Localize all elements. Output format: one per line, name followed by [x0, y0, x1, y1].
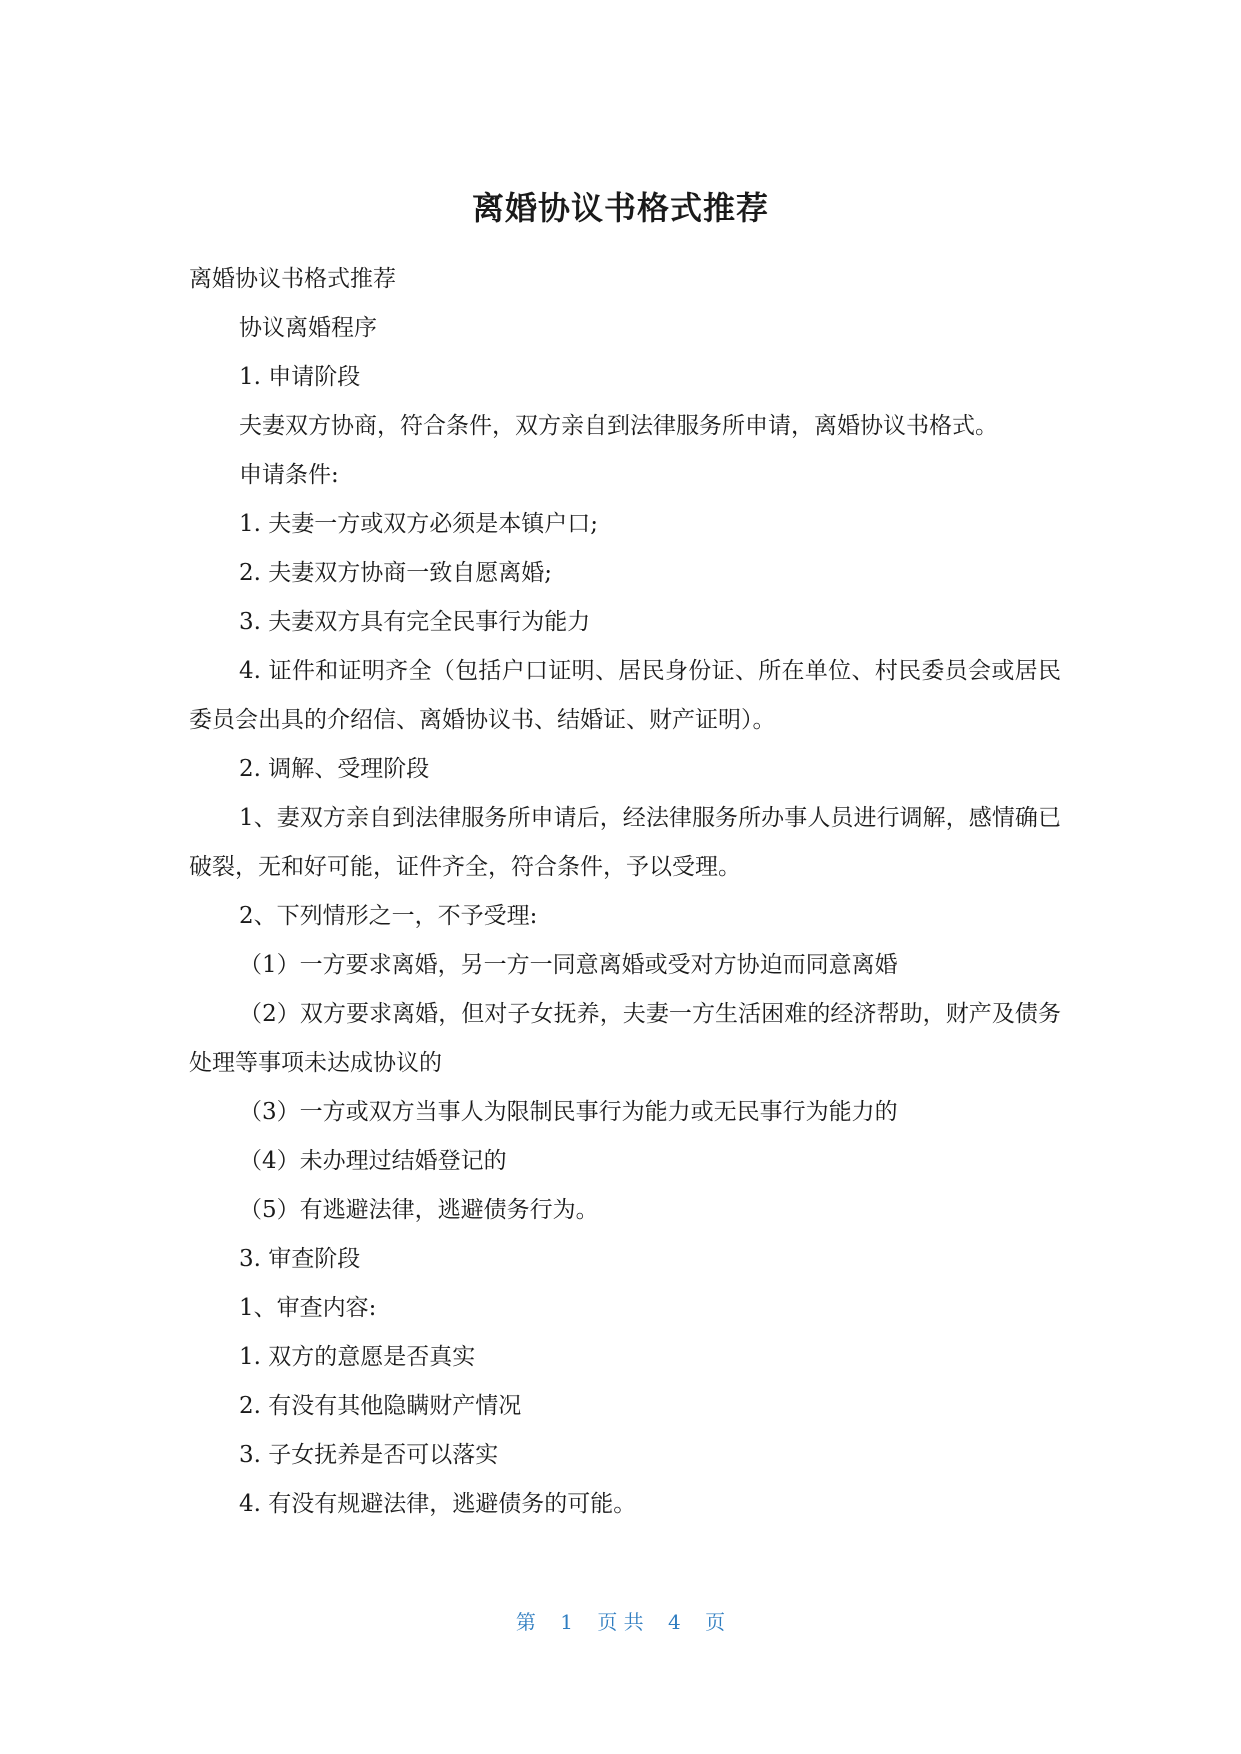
paragraph: 1、审查内容: [239, 1295, 377, 1321]
page-footer [0, 1606, 1241, 1635]
list-item: 4. 有没有规避法律，逃避债务的可能。 [239, 1491, 637, 1517]
footer-suffix: 页 [705, 1610, 726, 1634]
paragraph: 1、妻双方亲自到法律服务所申请后，经法律服务所办事人员进行调解，感情确已破裂，无和好可能，证件齐全，符合条件，予以受理。 [189, 805, 1061, 880]
footer-prefix: 第 [515, 1610, 536, 1634]
paragraph-step-heading: 2. 调解、受理阶段 [239, 756, 430, 782]
list-item: （3）一方或双方当事人为限制民事行为能力或无民事行为能力的 [239, 1099, 898, 1125]
list-item: （1）一方要求离婚，另一方一同意离婚或受对方协迫而同意离婚 [239, 952, 898, 978]
list-item: 3. 子女抚养是否可以落实 [239, 1442, 499, 1468]
paragraph: 2、下列情形之一，不予受理: [239, 903, 538, 929]
footer-total-pages: 4 [668, 1610, 681, 1634]
list-item: 1. 双方的意愿是否真实 [239, 1344, 476, 1370]
list-item: （2）双方要求离婚，但对子女抚养，夫妻一方生活困难的经济帮助，财产及债务处理等事项未达成协议的 [189, 1001, 1061, 1076]
paragraph-step-heading: 3. 审查阶段 [239, 1246, 361, 1272]
footer-middle: 页 共 [597, 1610, 644, 1634]
list-item: 1. 夫妻一方或双方必须是本镇户口; [239, 511, 599, 537]
list-item: 4. 证件和证明齐全（包括户口证明、居民身份证、所在单位、村民委员会或居民委员会出具的介绍信、离婚协议书、结婚证、财产证明）。 [189, 658, 1061, 733]
paragraph: 夫妻双方协商，符合条件，双方亲自到法律服务所申请，离婚协议书格式。 [239, 413, 998, 439]
paragraph-subtitle: 离婚协议书格式推荐 [189, 266, 396, 292]
footer-current-page: 1 [560, 1610, 573, 1634]
document-body [189, 255, 1061, 1529]
paragraph-step-heading: 1. 申请阶段 [239, 364, 361, 390]
list-item: 2. 有没有其他隐瞒财产情况 [239, 1393, 522, 1419]
list-item: 2. 夫妻双方协商一致自愿离婚; [239, 560, 553, 586]
list-item: 3. 夫妻双方具有完全民事行为能力 [239, 609, 591, 635]
list-item: （5）有逃避法律，逃避债务行为。 [239, 1197, 599, 1223]
paragraph-section-heading: 协议离婚程序 [239, 315, 377, 341]
list-item: （4）未办理过结婚登记的 [239, 1148, 507, 1174]
paragraph: 申请条件: [239, 462, 339, 488]
document-title: 离婚协议书格式推荐 [471, 189, 769, 227]
